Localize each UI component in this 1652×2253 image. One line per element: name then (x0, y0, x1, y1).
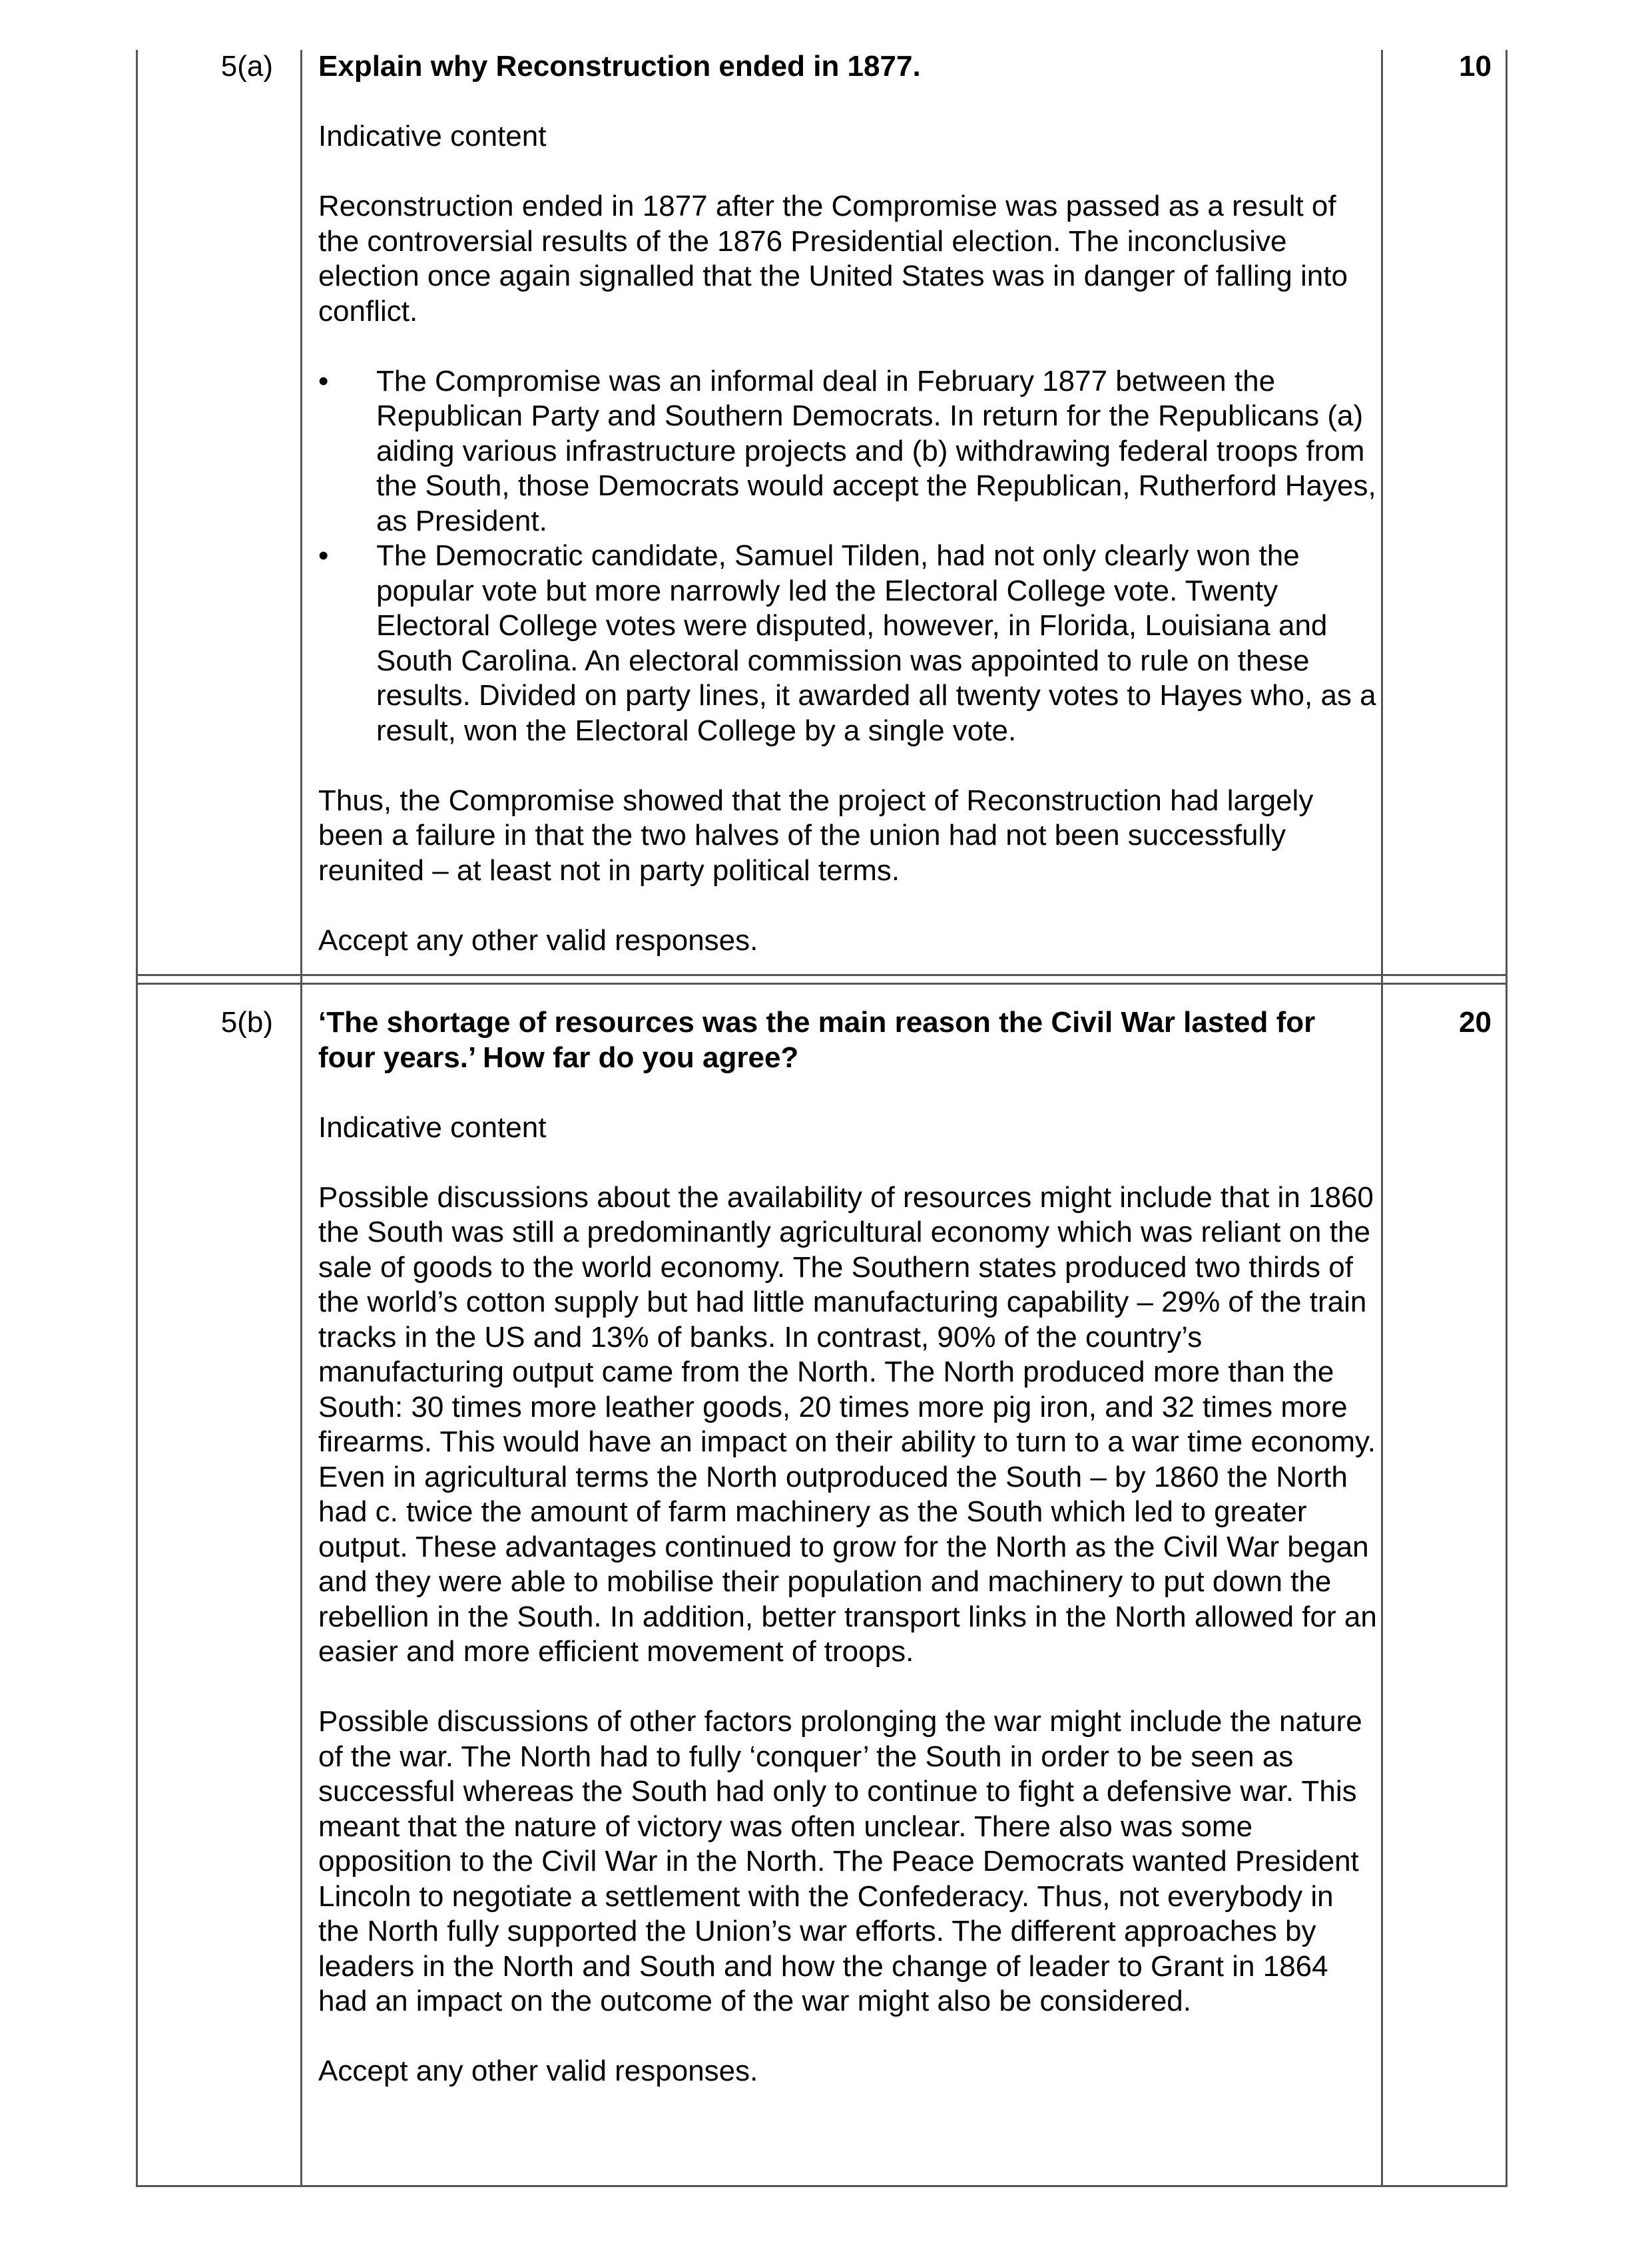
other-factors-paragraph: Possible discussions of other factors prolonging the war might include the nature of the war. The North had to fully ‘conquer’ the South in order to be seen as successful whereas the South had only to continue to fight a defensive war. This meant that the nature of victory was often unclear. There also was some opposition to the Civil War in the North. The Peace Democrats wanted President Lincoln to negotiate a settlement with the Confederacy. Thus, not everybody in the North fully supported the Union’s war efforts. The different approaches by leaders in the North and South and how the change of leader to Grant in 1864 had an impact on the outcome of the war might also be considered. (318, 1705, 1362, 2017)
answer-cell-5b (318, 1005, 1377, 2089)
accept-note: Accept any other valid responses. (318, 923, 758, 957)
bullet-text: The Compromise was an informal deal in February 1877 between the Republican Party and Southern Democrats. In return for the Republicans (a) aiding various infrastructure projects and (b) withdrawing federal troops from the South, those Democrats would accept the Republican, Rutherford Hayes, as President. (376, 364, 1376, 537)
bullet-list (318, 364, 1377, 749)
column-divider-1 (300, 50, 302, 2187)
intro-paragraph: Reconstruction ended in 1877 after the Compromise was passed as a result of the controversial results of the 1876 Presidential election. The inconclusive election once again signalled that the United States was in danger of falling into conflict. (318, 190, 1348, 328)
row-separator-top (136, 974, 1508, 976)
table-border-left (136, 50, 138, 2187)
question-text: ‘The shortage of resources was the main reason the Civil War lasted for four years.’ How far do you agree? (318, 1006, 1316, 1074)
row-separator-bottom (136, 983, 1508, 985)
table-border-right (1506, 50, 1508, 2187)
bullet-item (318, 364, 1377, 539)
question-number: 5(b) (220, 1006, 273, 1039)
indicative-content-heading: Indicative content (318, 120, 547, 152)
question-number: 5(a) (220, 50, 273, 83)
column-divider-2 (1381, 50, 1383, 2187)
accept-note: Accept any other valid responses. (318, 2055, 758, 2087)
conclusion-paragraph: Thus, the Compromise showed that the project of Reconstruction had largely been a failure in that the two halves of the union had not been successfully reunited – at least not in party political terms. (318, 784, 1314, 887)
bullet-icon: • (318, 364, 329, 397)
question-marks: 10 (1459, 50, 1492, 83)
resources-paragraph: Possible discussions about the availability of resources might include that in 1860 the South was still a predominantly agricultural economy which was reliant on the sale of goods to the world economy. The Southern states produced two thirds of the world’s cotton supply but had little manufacturing capability – 29% of the train tracks in the US and 13% of banks. In contrast, 90% of the country’s manufacturing output came from the North. The North produced more than the South: 30 times more leather goods, 20 times more pig iron, and 32 times more firearms. This would have an impact on their ability to turn to a war time economy. Even in agricultural terms the North outproduced the South – by 1860 the North had c. twice the amount of farm machinery as the South which led to greater output. These advantages continued to grow for the North as the Civil War began and they were able to mobilise their population and machinery to put down the rebellion in the South. In addition, better transport links in the North allowed for an easier and more efficient movement of troops. (318, 1180, 1377, 1668)
bullet-icon: • (318, 539, 329, 572)
bullet-text: The Democratic candidate, Samuel Tilden, had not only clearly won the popular vote but more narrowly led the Electoral College vote. Twenty Electoral College votes were disputed, however, in Florida, Louisiana and South Carolina. An electoral commission was appointed to rule on these results. Divided on party lines, it awarded all twenty votes to Hayes who, as a result, won the Electoral College by a single vote. (376, 539, 1376, 747)
indicative-content-heading: Indicative content (318, 1111, 547, 1144)
question-marks: 20 (1459, 1006, 1492, 1039)
bullet-item (318, 539, 1377, 748)
question-text: Explain why Reconstruction ended in 1877. (318, 50, 921, 83)
table-border-bottom (136, 2185, 1508, 2187)
answer-cell-5a (318, 49, 1377, 958)
